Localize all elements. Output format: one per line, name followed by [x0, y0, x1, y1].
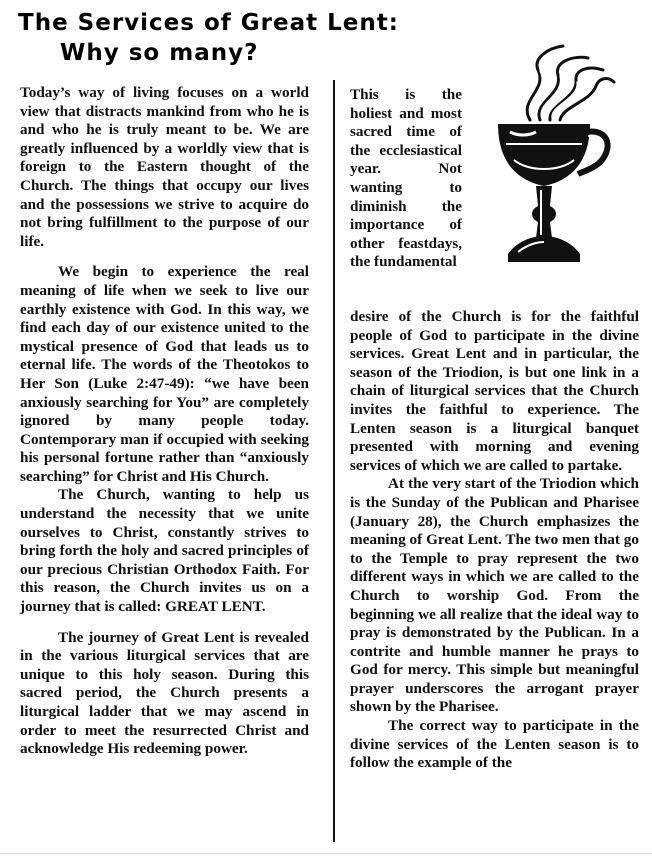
right-column-narrow-text: This is the holiest and most sacred time of the ecclesiastical year. Not wanting to diminish the importance of other feastdays, the fundamental	[350, 86, 462, 271]
chalice-with-incense-icon	[478, 40, 618, 266]
column-divider	[333, 80, 335, 842]
left-paragraph-2: We begin to experience the real meaning of life when we seek to live our earthly existence with God. In this way, we find each day of our existence united to the mystical presence of God that leads us to eternal life. The words of the Theotokos to Her Son (Luke 2:47-49): “we have been anxiously searching for You” are completely ignored by many people today. Contemporary man if occupied with seeking his personal fortune rather than “anxiously searching” for Christ and His Church.	[20, 263, 309, 485]
left-column	[20, 84, 309, 759]
right-paragraph-3: The correct way to participate in the divine services of the Lenten season is to follow the example of the	[350, 717, 639, 772]
page-bottom-rule	[0, 853, 652, 854]
left-paragraph-1: Today’s way of living focuses on a world view that distracts mankind from who he is and who he is truly meant to be. We are greatly influenced by a worldly view that is foreign to the Eastern thought of the Church. The things that occupy our lives and the possessions we strive to acquire do not bring fulfillment to the purpose of our life.	[20, 84, 309, 250]
right-paragraph-1: desire of the Church is for the faithful people of God to participate in the divine services. Great Lent and in particular, the season of the Triodion, is but one link in a chain of liturgical services that the Church invites the faithful to experience. The Lenten season is a liturgical banquet presented with morning and evening services of which we are called to partake.	[350, 308, 639, 474]
right-paragraph-2: At the very start of the Triodion which is the Sunday of the Publican and Pharisee (January 28), the Church emphasizes the meaning of Great Lent. The two men that go to the Temple to pray represent the two different ways in which we are called to the Church to worship God. From the beginning we all realize that the ideal way to pray is demonstrated by the Publican. In a contrite and humble manner he prays to God for mercy. This simple but meaningful prayer underscores the arrogant prayer shown by the Pharisee.	[350, 475, 639, 716]
page-title: The Services of Great Lent:	[18, 10, 399, 36]
page-subtitle: Why so many?	[60, 40, 259, 66]
right-column	[350, 308, 639, 773]
left-paragraph-3: The Church, wanting to help us understand the necessity that we unite ourselves to Christ, constantly strives to bring forth the holy and sacred principles of our precious Christian Orthodox Faith. For this reason, the Church invites us on a journey that is called: GREAT LENT.	[20, 486, 309, 616]
left-paragraph-4: The journey of Great Lent is revealed in the various liturgical services that are unique to this holy season. During this sacred period, the Church presents a liturgical ladder that we may ascend in order to meet the resurrected Christ and acknowledge His redeeming power.	[20, 628, 309, 758]
